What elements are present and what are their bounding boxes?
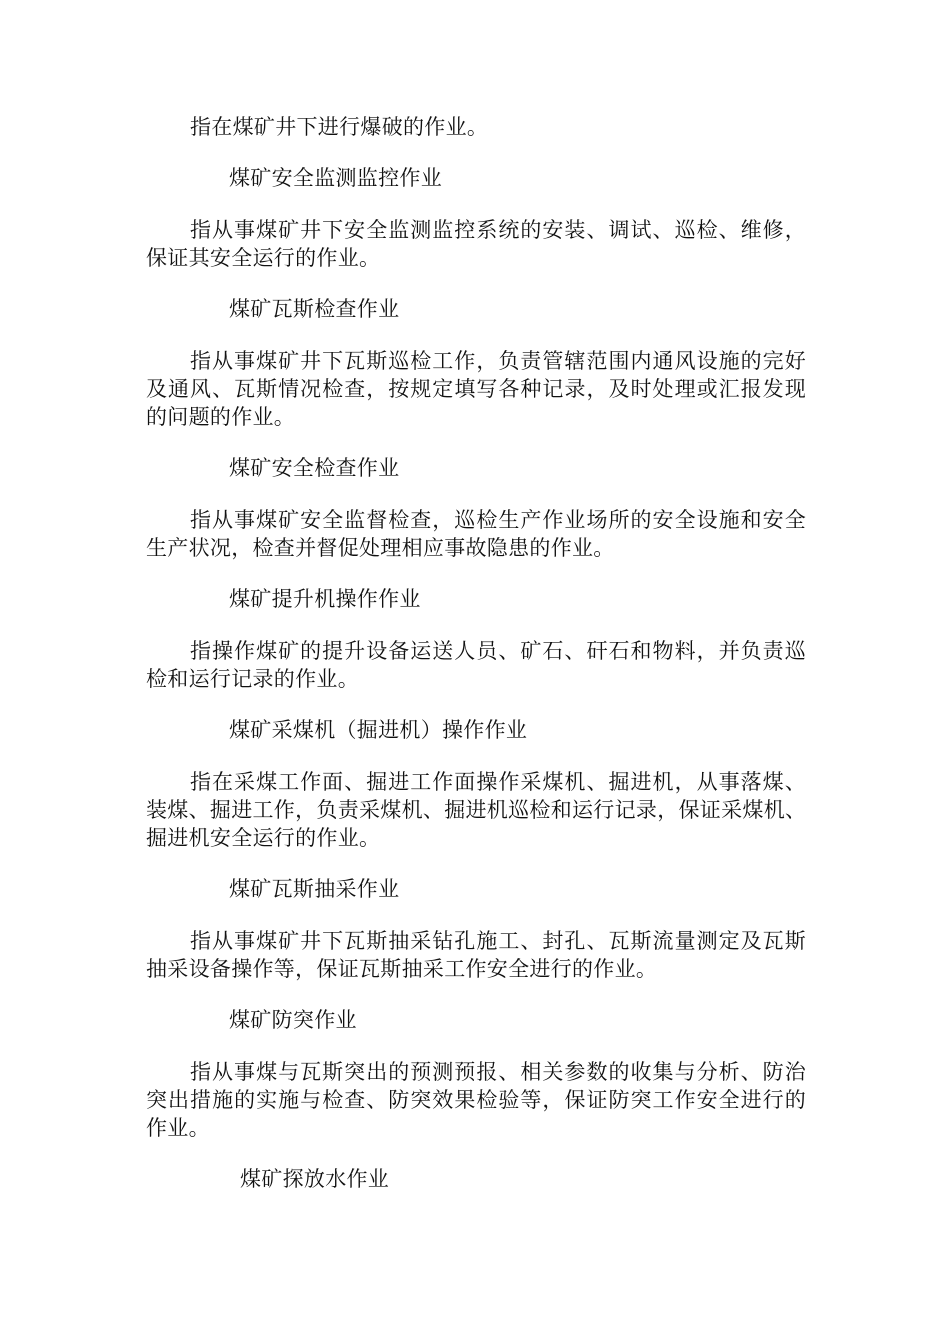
paragraph-line: 作业。	[146, 1116, 210, 1140]
section-heading: 煤矿瓦斯检查作业	[229, 297, 400, 321]
paragraph-line: 指从事煤与瓦斯突出的预测预报、相关参数的收集与分析、防治	[190, 1060, 806, 1084]
paragraph	[146, 506, 806, 562]
paragraph-line: 的问题的作业。	[146, 405, 296, 429]
paragraph-line: 掘进机安全运行的作业。	[146, 826, 381, 850]
paragraph-line: 指从事煤矿安全监督检查，巡检生产作业场所的安全设施和安全	[190, 508, 806, 532]
paragraph-line: 生产状况，检查并督促处理相应事故隐患的作业。	[146, 536, 615, 560]
paragraph	[146, 768, 806, 852]
paragraph-line: 指在煤矿井下进行爆破的作业。	[190, 115, 489, 139]
paragraph	[146, 637, 806, 693]
section-heading: 煤矿瓦斯抽采作业	[229, 877, 400, 901]
paragraph-line: 指在采煤工作面、掘进工作面操作采煤机、掘进机，从事落煤、	[190, 770, 806, 794]
section-heading: 煤矿安全监测监控作业	[229, 166, 442, 190]
paragraph-line: 指从事煤矿井下瓦斯抽采钻孔施工、封孔、瓦斯流量测定及瓦斯	[190, 929, 806, 953]
paragraph-line: 指从事煤矿井下瓦斯巡检工作，负责管辖范围内通风设施的完好	[190, 349, 806, 373]
paragraph	[146, 347, 806, 431]
paragraph-line: 装煤、掘进工作，负责采煤机、掘进机巡检和运行记录，保证采煤机、	[146, 798, 807, 822]
paragraph-line: 检和运行记录的作业。	[146, 667, 359, 691]
paragraph-line: 及通风、瓦斯情况检查，按规定填写各种记录，及时处理或汇报发现	[146, 377, 806, 401]
paragraph-line: 保证其安全运行的作业。	[146, 246, 381, 270]
paragraph	[146, 216, 806, 272]
paragraph-line: 指操作煤矿的提升设备运送人员、矿石、矸石和物料，并负责巡	[190, 639, 806, 663]
paragraph-line: 抽采设备操作等，保证瓦斯抽采工作安全进行的作业。	[146, 957, 658, 981]
section-heading: 煤矿提升机操作作业	[229, 587, 421, 611]
section-heading: 煤矿安全检查作业	[229, 456, 400, 480]
paragraph	[146, 927, 806, 983]
section-heading: 煤矿探放水作业	[240, 1167, 390, 1191]
paragraph-line: 突出措施的实施与检查、防突效果检验等，保证防突工作安全进行的	[146, 1088, 806, 1112]
paragraph-line: 指从事煤矿井下安全监测监控系统的安装、调试、巡检、维修，	[190, 218, 806, 242]
section-heading: 煤矿防突作业	[229, 1008, 357, 1032]
paragraph	[146, 1058, 806, 1142]
section-heading: 煤矿采煤机（掘进机）操作作业	[229, 718, 528, 742]
